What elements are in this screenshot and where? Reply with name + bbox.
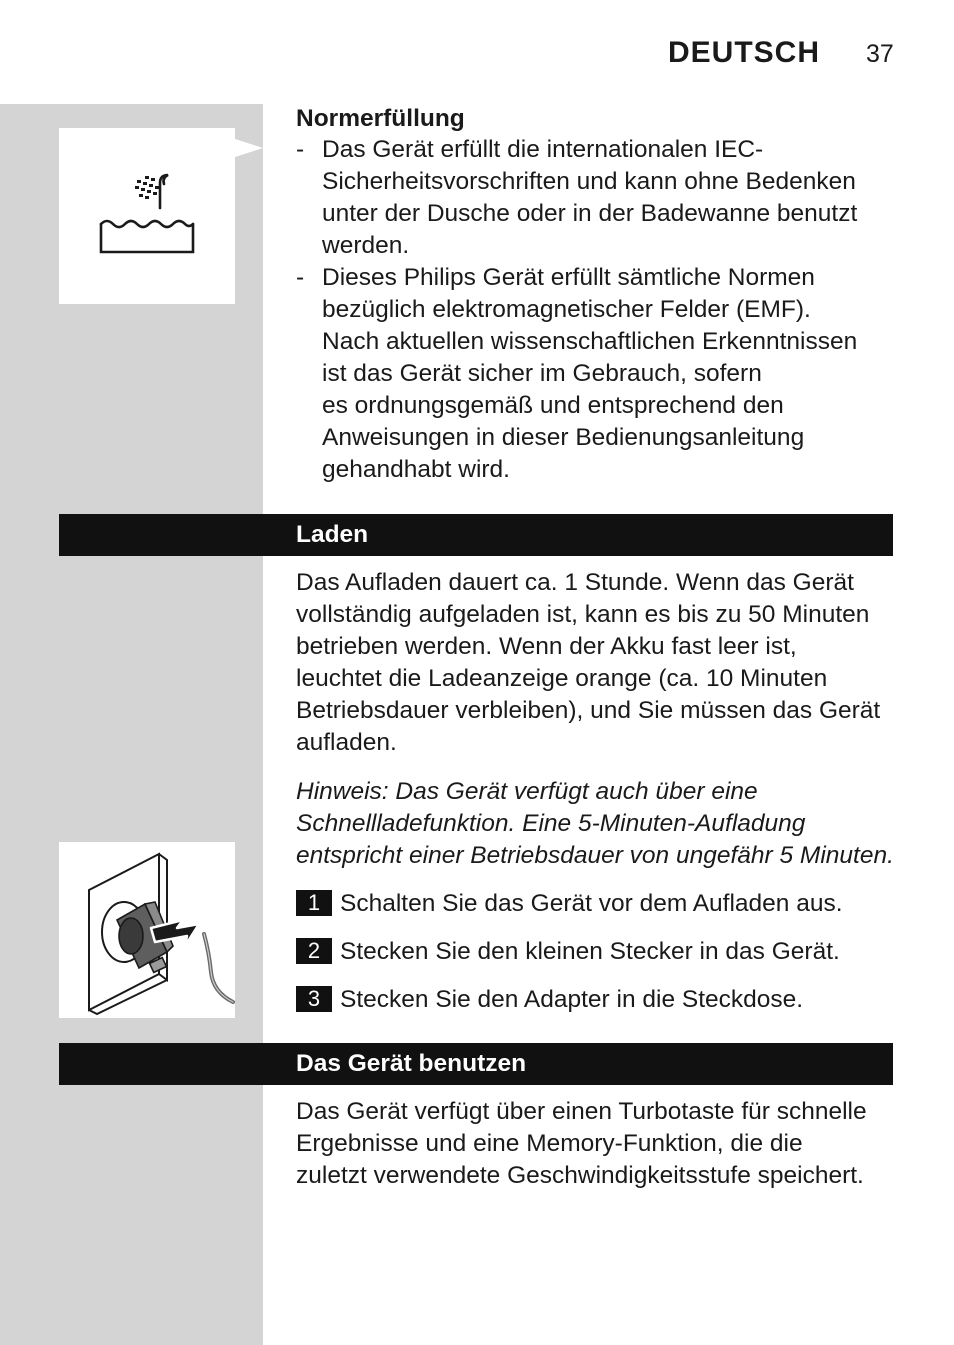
step-text: Stecken Sie den kleinen Stecker in das Gerät. — [340, 938, 840, 965]
header-language: DEUTSCH — [668, 36, 821, 69]
section-header-laden — [59, 514, 893, 556]
compliance-title: Normerfüllung — [296, 105, 465, 132]
step-number-badge: 2 — [296, 938, 332, 964]
step-text: Schalten Sie das Gerät vor dem Aufladen aus. — [340, 890, 843, 917]
wall-socket-icon — [59, 842, 235, 1018]
step-item — [296, 890, 843, 918]
step-item — [296, 938, 840, 966]
section-header-usage — [59, 1043, 893, 1085]
charging-note: Hinweis: Das Gerät verfügt auch über eine Schnellladefunktion. Eine 5-Minuten-Aufladung entspricht einer Betriebsdauer von ungefähr 5 Minuten. — [296, 778, 894, 869]
step-number-badge: 3 — [296, 986, 332, 1012]
step-number-badge: 1 — [296, 890, 332, 916]
socket-plug-illustration — [59, 842, 235, 1018]
usage-paragraph: Das Gerät verfügt über einen Turbotaste für schnelle Ergebnisse und eine Memory-Funktion, die die zuletzt verwendete Geschwindigkeitsstufe speichert. — [296, 1098, 867, 1189]
step-item — [296, 986, 803, 1014]
compliance-item: - Dieses Philips Gerät erfüllt sämtliche Normen bezüglich elektromagnetischer Felder (EMF). Nach aktuellen wissenschaftlichen Erkenntnissen ist das Gerät sicher im Gebrauch, sofern es ordnungsgemäß und entsprechend den Anweisungen in dieser Bedienungsanleitung gehandhabt wird. — [296, 264, 858, 483]
compliance-section — [296, 104, 896, 486]
illustration-pointer — [235, 139, 263, 157]
step-text: Stecken Sie den Adapter in die Steckdose. — [340, 986, 804, 1013]
shower-bath-icon — [59, 128, 235, 304]
compliance-item: - Das Gerät erfüllt die internationalen IEC- Sicherheitsvorschriften und kann ohne Bedenken unter der Dusche oder in der Badewanne benutzt werden. — [296, 136, 858, 259]
section-title: Laden — [296, 521, 369, 548]
charging-paragraph: Das Aufladen dauert ca. 1 Stunde. Wenn das Gerät vollständig aufgeladen ist, kann es bis zu 50 Minuten betrieben werden. Wenn der Akku fast leer ist, leuchtet die Ladeanzeige orange (ca. 10 Minuten Betriebsdauer verbleiben), und Sie müssen das Gerät aufladen. — [296, 569, 881, 756]
page-number: 37 — [866, 40, 894, 68]
shower-bath-illustration — [59, 128, 235, 304]
section-title: Das Gerät benutzen — [296, 1050, 527, 1077]
